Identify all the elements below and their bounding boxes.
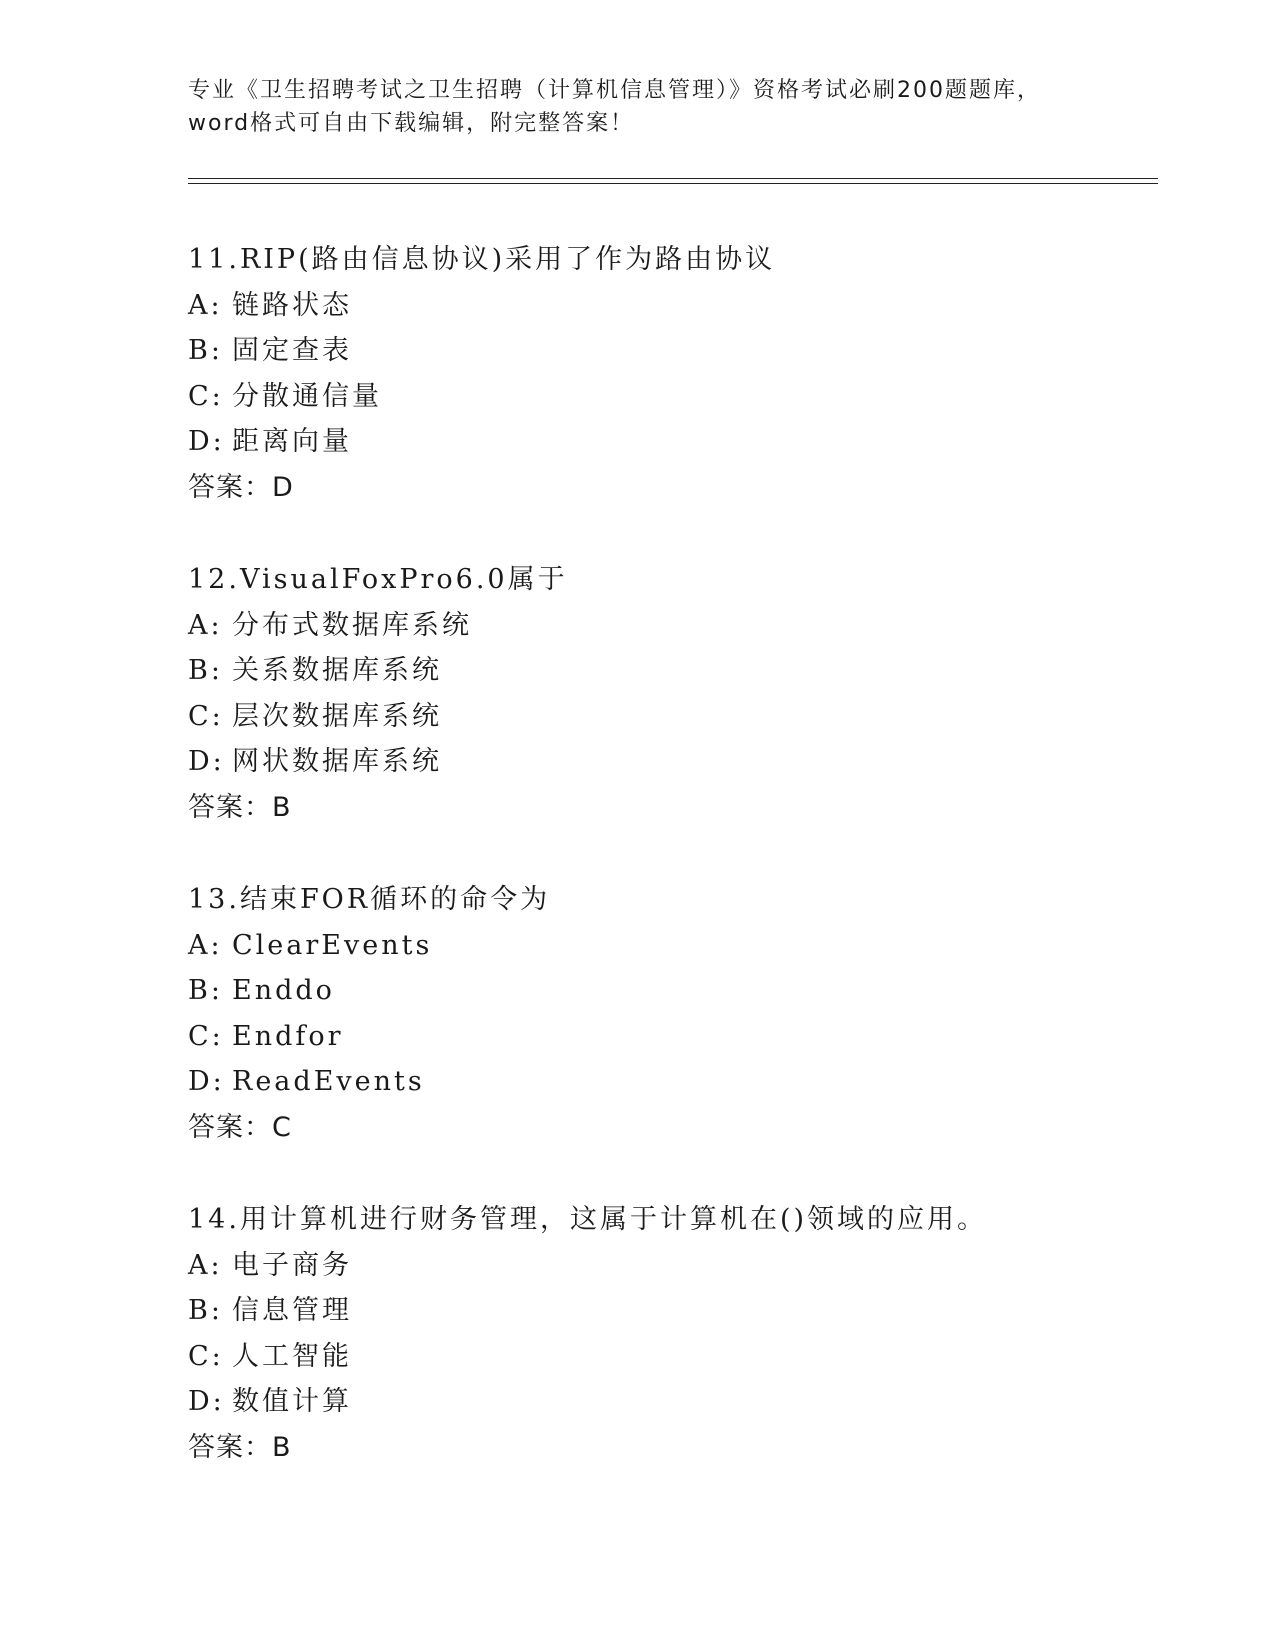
option-b — [188, 648, 1188, 694]
option-b — [188, 968, 1188, 1014]
option-text: 关系数据库系统 — [232, 655, 442, 686]
option-c — [188, 374, 1188, 420]
option-text: ClearEvents — [232, 929, 433, 961]
option-text: 分散通信量 — [232, 380, 382, 412]
option-letter: D: — [188, 1066, 225, 1097]
answer-line: 答案：D — [188, 471, 294, 503]
question-14 — [188, 1197, 1188, 1517]
question-13 — [188, 877, 1188, 1197]
option-text: Endfor — [232, 1020, 344, 1052]
option-letter: A: — [188, 1249, 223, 1281]
option-letter: B: — [188, 975, 223, 1006]
answer-line: 答案：C — [188, 1111, 292, 1143]
option-letter: D: — [188, 1386, 225, 1417]
option-letter: C: — [188, 380, 224, 412]
question-11 — [188, 237, 1188, 557]
option-letter: B: — [188, 335, 223, 366]
document-header — [188, 74, 1088, 140]
question-stem: 11.RIP(路由信息协议)采用了作为路由协议 — [188, 244, 776, 275]
option-d — [188, 739, 1188, 785]
answer-line: 答案：B — [188, 1431, 292, 1463]
header-line-2: word格式可自由下载编辑，附完整答案！ — [188, 111, 635, 136]
option-b — [188, 328, 1188, 374]
option-text: 链路状态 — [232, 289, 352, 321]
question-list — [188, 237, 1188, 1517]
header-divider-bottom — [188, 183, 1158, 184]
option-d — [188, 419, 1188, 465]
answer-line: 答案：B — [188, 791, 292, 823]
option-text: 数值计算 — [232, 1386, 352, 1417]
option-text: 固定查表 — [232, 335, 352, 366]
option-text: 距离向量 — [232, 426, 352, 457]
option-letter: B: — [188, 655, 223, 686]
option-a — [188, 603, 1188, 649]
option-a — [188, 1243, 1188, 1289]
question-12 — [188, 557, 1188, 877]
option-letter: A: — [188, 929, 223, 961]
option-c — [188, 1334, 1188, 1380]
option-letter: C: — [188, 700, 224, 732]
option-letter: C: — [188, 1340, 224, 1372]
option-text: 人工智能 — [232, 1340, 352, 1372]
option-b — [188, 1288, 1188, 1334]
header-line-1: 专业《卫生招聘考试之卫生招聘（计算机信息管理）》资格考试必刷200题题库， — [188, 78, 1041, 103]
option-d — [188, 1379, 1188, 1425]
option-text: 信息管理 — [232, 1295, 352, 1326]
option-a — [188, 923, 1188, 969]
option-d — [188, 1059, 1188, 1105]
option-text: ReadEvents — [232, 1066, 425, 1097]
question-stem: 12.VisualFoxPro6.0属于 — [188, 564, 568, 595]
option-c — [188, 694, 1188, 740]
header-divider-top — [188, 178, 1158, 179]
option-letter: D: — [188, 746, 225, 777]
option-text: 电子商务 — [232, 1249, 352, 1281]
question-stem: 14.用计算机进行财务管理，这属于计算机在()领域的应用。 — [188, 1204, 988, 1235]
option-text: 网状数据库系统 — [232, 746, 442, 777]
option-text: Enddo — [232, 975, 335, 1006]
option-letter: A: — [188, 609, 223, 641]
option-text: 分布式数据库系统 — [232, 609, 472, 641]
option-letter: C: — [188, 1020, 224, 1052]
option-text: 层次数据库系统 — [232, 700, 442, 732]
option-c — [188, 1014, 1188, 1060]
option-letter: A: — [188, 289, 223, 321]
option-a — [188, 283, 1188, 329]
question-stem: 13.结束FOR循环的命令为 — [188, 884, 551, 915]
option-letter: D: — [188, 426, 225, 457]
option-letter: B: — [188, 1295, 223, 1326]
